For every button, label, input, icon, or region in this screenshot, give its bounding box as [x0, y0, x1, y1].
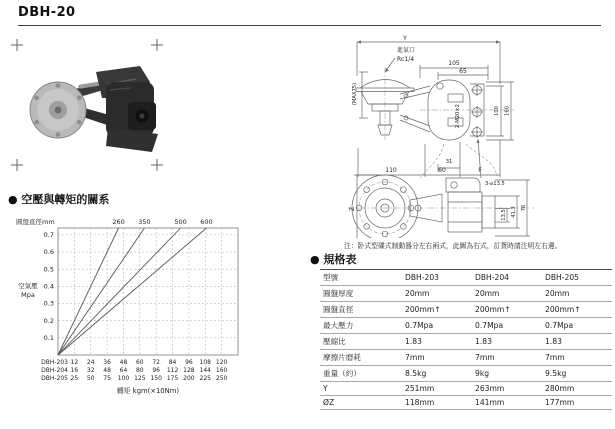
drawing-note: 注：卧式型碟式制動器分左右兩式，此圖為右式，訂貨時請注明左右邊。 — [344, 242, 562, 250]
spec-cell: 200mm↑ — [542, 302, 612, 318]
x-tick-label: 96 — [152, 367, 161, 374]
x-tick-label: 48 — [103, 367, 111, 374]
x-row-label: DBH-205 — [41, 375, 68, 382]
spec-row — [320, 318, 612, 334]
spec-row — [320, 286, 612, 302]
dim-label-160: 160 — [504, 106, 511, 116]
dim-label-max75: (MAX75) — [352, 82, 358, 106]
x-tick-label: 250 — [215, 375, 228, 382]
x-tick-label: 75 — [103, 375, 111, 382]
dim-label-110: 110 — [385, 167, 397, 174]
spec-row-label: ØZ — [320, 396, 402, 410]
product-photo — [10, 38, 190, 178]
spec-column-header: DBH-204 — [472, 270, 542, 286]
x-tick-label: 24 — [86, 359, 95, 366]
spec-cell: 141mm — [472, 396, 542, 410]
spec-cell: 263mm — [472, 382, 542, 396]
plot-border — [58, 228, 238, 355]
dim-label-31: 31 — [445, 159, 453, 165]
dim-label-76: 76 — [521, 204, 527, 212]
spec-cell: 200mm↑ — [472, 302, 542, 318]
x-tick-label: 120 — [215, 359, 228, 366]
brake-caliper-photo — [30, 66, 158, 152]
x-tick-label: 48 — [119, 359, 128, 366]
x-tick-label: 80 — [135, 367, 144, 374]
spec-row-label: 最大壓力 — [320, 318, 402, 334]
dim-label-13-5: 13.5 — [501, 209, 507, 221]
dim-label-z: Z — [349, 206, 356, 212]
y-axis-label: Mpa — [21, 291, 35, 299]
spec-row — [320, 334, 612, 350]
x-tick-label: 60 — [135, 359, 144, 366]
air-inlet-thread-label: Rc1/4 — [397, 56, 415, 63]
x-tick-label: 200 — [183, 375, 195, 382]
spec-cell: 118mm — [402, 396, 472, 410]
x-tick-label: 96 — [185, 359, 193, 366]
x-tick-label: 72 — [152, 359, 161, 366]
x-tick-label: 32 — [86, 367, 95, 374]
spec-cell: 9.5kg — [542, 366, 612, 382]
dim-label-m20: 2-M20×2 — [455, 104, 461, 128]
spec-cell: 1.83 — [542, 334, 612, 350]
x-tick-label: 50 — [86, 375, 95, 382]
x-tick-label: 175 — [166, 375, 179, 382]
spec-row — [320, 396, 612, 410]
x-tick-label: 25 — [70, 375, 79, 382]
spec-cell: 200mm↑ — [402, 302, 472, 318]
spec-cell: 20mm — [542, 286, 612, 302]
spec-row-label: Y — [320, 382, 402, 396]
series-line — [58, 228, 119, 355]
spec-header-row — [320, 270, 612, 286]
x-tick-label: 112 — [166, 367, 179, 374]
spec-cell: 20mm — [472, 286, 542, 302]
series-line — [58, 228, 206, 355]
spec-row-label: 圓盤厚度 — [320, 286, 402, 302]
spec-cell: 7mm — [542, 350, 612, 366]
y-tick-label: 0.4 — [43, 282, 54, 291]
series-line — [58, 228, 181, 355]
dim-label-60: 60 — [438, 167, 446, 174]
spec-cell: 1.83 — [402, 334, 472, 350]
spec-row-label: 重量（約） — [320, 366, 402, 382]
spec-row-label: 壓縮比 — [320, 334, 402, 350]
air-inlet-label: 進氣口 — [397, 47, 416, 54]
page-title: DBH-20 — [18, 5, 76, 20]
pressure-torque-chart — [8, 206, 308, 402]
spec-table — [320, 269, 612, 410]
spec-column-header: DBH-205 — [542, 270, 612, 286]
x-tick-label: 150 — [150, 375, 162, 382]
x-tick-label: 125 — [134, 375, 146, 382]
series-label: 260 — [112, 218, 125, 226]
dim-label-105: 105 — [448, 60, 460, 67]
x-axis-label: 轉矩 kgm(×10Nm) — [117, 387, 179, 395]
spec-cell: 7mm — [402, 350, 472, 366]
x-tick-label: 64 — [119, 367, 128, 374]
dim-label-y: Y — [403, 35, 407, 42]
x-tick-label: 225 — [199, 375, 211, 382]
spec-cell: 251mm — [402, 382, 472, 396]
x-tick-label: 108 — [199, 359, 211, 366]
dim-label-3d13-5: 3-⌀13.5 — [485, 181, 505, 187]
spec-cell: 280mm — [542, 382, 612, 396]
x-row-label: DBH-203 — [41, 359, 68, 366]
spec-cell: 8.5kg — [402, 366, 472, 382]
dim-label-65: 65 — [459, 68, 467, 75]
y-tick-label: 0.2 — [43, 316, 54, 325]
spec-section-title: ● 規格表 — [310, 253, 357, 266]
front-view — [356, 40, 514, 178]
spec-cell: 1.83 — [472, 334, 542, 350]
y-axis-label: 空氣壓 — [18, 282, 38, 290]
series-line — [58, 228, 144, 355]
x-tick-label: 16 — [70, 367, 79, 374]
x-tick-label: 84 — [168, 359, 177, 366]
x-tick-label: 128 — [183, 367, 195, 374]
dim-label-f: F — [478, 167, 482, 174]
chart-section-title: ● 空壓與轉矩的關系 — [8, 193, 110, 206]
x-tick-label: 36 — [103, 359, 111, 366]
spec-column-header: DBH-203 — [402, 270, 472, 286]
y-tick-label: 0.3 — [43, 299, 54, 308]
spec-row-label: 摩擦片磨耗 — [320, 350, 402, 366]
side-view — [348, 144, 534, 238]
series-label: 350 — [138, 218, 151, 226]
spec-cell: 177mm — [542, 396, 612, 410]
spec-row — [320, 366, 612, 382]
spec-cell: 7mm — [472, 350, 542, 366]
x-tick-label: 100 — [117, 375, 130, 382]
title-rule — [18, 25, 601, 26]
dim-label-41-3: 41.3 — [511, 206, 517, 218]
x-tick-label: 144 — [199, 367, 211, 374]
spec-row — [320, 350, 612, 366]
spec-row-label: 型號 — [320, 270, 402, 286]
spec-row — [320, 302, 612, 318]
series-label: 500 — [174, 218, 187, 226]
spec-cell: 0.7Mpa — [402, 318, 472, 334]
x-tick-label: 12 — [70, 359, 79, 366]
spec-row-label: 圓盤直徑 — [320, 302, 402, 318]
spec-cell: 0.7Mpa — [472, 318, 542, 334]
x-row-label: DBH-204 — [41, 367, 68, 374]
series-label: 600 — [200, 218, 213, 226]
dim-label-100: 100 — [494, 106, 500, 116]
y-tick-label: 0.7 — [43, 231, 54, 240]
x-tick-label: 160 — [215, 367, 228, 374]
y-tick-label: 0.5 — [43, 265, 54, 274]
y-tick-label: 0.1 — [43, 334, 54, 343]
spec-cell: 0.7Mpa — [542, 318, 612, 334]
top-axis-label: 圓盤直徑mm — [16, 218, 55, 226]
spec-row — [320, 382, 612, 396]
technical-drawing — [348, 28, 614, 238]
spec-cell: 9kg — [472, 366, 542, 382]
spec-cell: 20mm — [402, 286, 472, 302]
y-tick-label: 0.6 — [43, 248, 54, 257]
